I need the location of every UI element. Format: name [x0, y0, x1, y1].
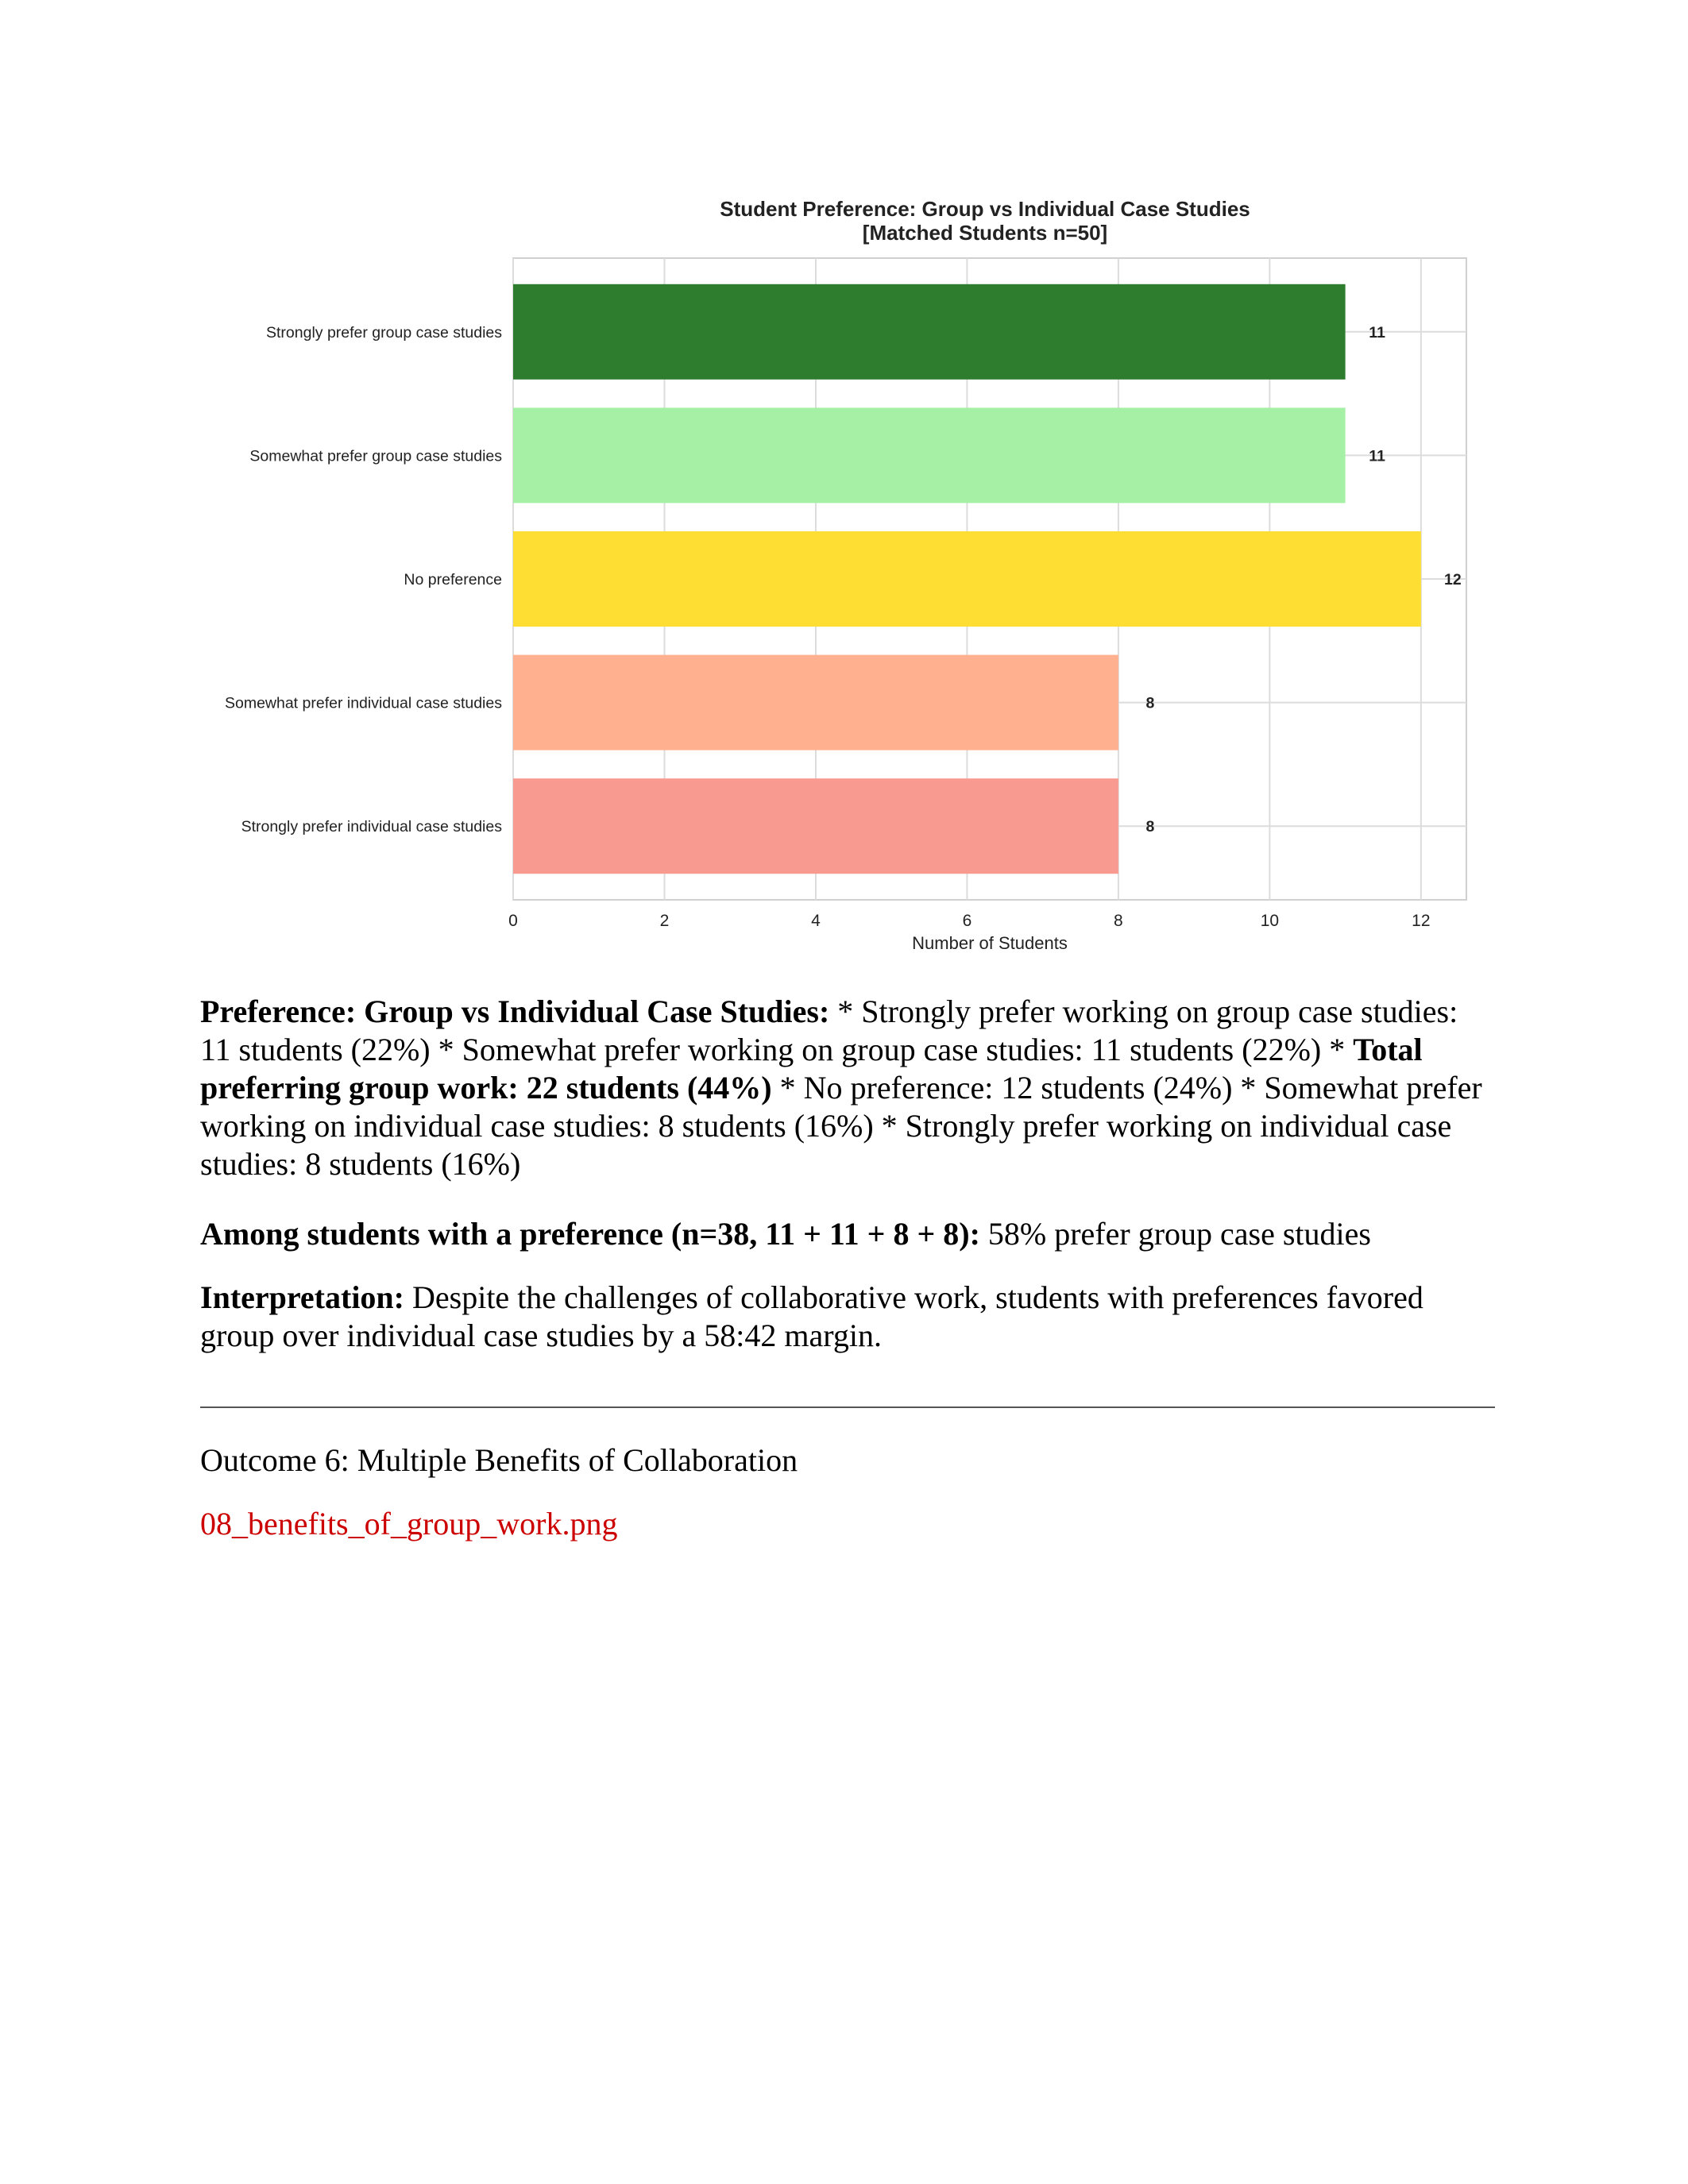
- subset-text: 58% prefer group case studies: [979, 1216, 1371, 1252]
- preference-subset-paragraph: [200, 1215, 1495, 1253]
- interpretation-label: Interpretation:: [200, 1279, 404, 1315]
- x-tick-label-6: 6: [962, 912, 972, 930]
- interpretation-text: Despite the challenges of collaborative work, students with preferences favored group over individual case studies by a 58:42 margin.: [200, 1279, 1423, 1353]
- chart-subtitle: [Matched Students n=50]: [862, 221, 1108, 245]
- bar-value-label-5: 8: [1145, 818, 1155, 836]
- x-tick-label-12: 12: [1412, 912, 1431, 930]
- preference-text-c: * No preference: 12 students (24%) * Somewhat prefer working on individual case studies: 8 students (16%) * Strongly prefer working on individual case studies: 8 students (16%): [200, 1070, 1482, 1182]
- y-category-label-4: Somewhat prefer individual case studies: [224, 694, 502, 712]
- preference-bar-chart: [191, 191, 1493, 969]
- bar-value-label-3: 12: [1444, 571, 1462, 588]
- total-group-work: Total preferring group work: 22 students (44%): [200, 1032, 1423, 1106]
- y-category-label-1: Strongly prefer group case studies: [266, 323, 502, 341]
- bar-3: [513, 531, 1421, 627]
- bar-5: [513, 778, 1118, 874]
- x-axis-label: Number of Students: [912, 933, 1068, 953]
- subset-label: Among students with a preference (n=38, 11 + 11 + 8 + 8):: [200, 1216, 980, 1252]
- y-category-label-3: No preference: [404, 571, 502, 588]
- bar-value-label-4: 8: [1145, 694, 1155, 712]
- x-tick-label-4: 4: [811, 912, 821, 930]
- image-file-reference[interactable]: 08_benefits_of_group_work.png: [200, 1506, 618, 1542]
- bar-1: [513, 284, 1346, 380]
- x-tick-label-8: 8: [1114, 912, 1123, 930]
- y-category-label-5: Strongly prefer individual case studies: [241, 818, 502, 836]
- x-tick-label-10: 10: [1260, 912, 1280, 930]
- preference-heading: Preference: Group vs Individual Case Studies:: [200, 994, 830, 1029]
- bar-value-label-2: 11: [1369, 447, 1385, 465]
- interpretation-paragraph: [200, 1279, 1495, 1355]
- horizontal-divider: [200, 1406, 1495, 1408]
- chart-title: Student Preference: Group vs Individual Case Studies: [720, 197, 1250, 221]
- preference-text-a: * Strongly prefer working on group case studies: 11 students (22%) * Somewhat prefer working on group case studies: 11 students (22%) *: [200, 994, 1458, 1067]
- preference-summary-paragraph: [200, 993, 1495, 1183]
- bar-4: [513, 655, 1118, 751]
- bar-value-label-1: 11: [1369, 323, 1385, 341]
- x-tick-label-0: 0: [508, 912, 518, 930]
- y-category-label-2: Somewhat prefer group case studies: [249, 447, 502, 465]
- outcome-heading: Outcome 6: Multiple Benefits of Collaboration: [200, 1442, 798, 1478]
- bars-group: [513, 284, 1421, 874]
- bar-2: [513, 407, 1346, 503]
- x-tick-label-2: 2: [659, 912, 670, 930]
